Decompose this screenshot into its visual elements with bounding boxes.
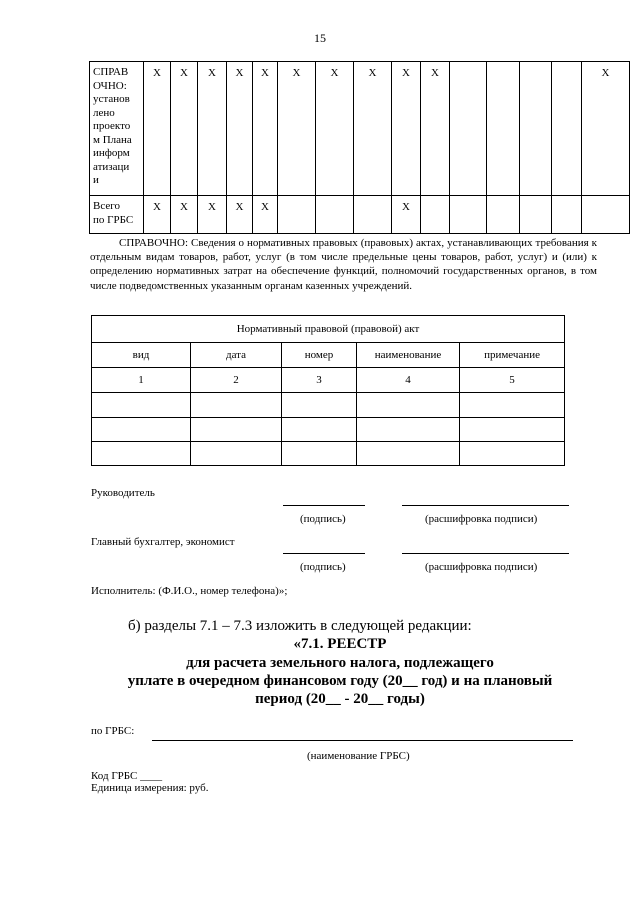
table-cell bbox=[278, 196, 316, 234]
table-cell: X bbox=[144, 196, 171, 234]
signature-caption: (подпись) bbox=[300, 513, 346, 525]
column-number: 2 bbox=[191, 368, 282, 393]
column-header: вид bbox=[92, 343, 191, 368]
table-cell: X bbox=[171, 62, 198, 196]
column-header: номер bbox=[282, 343, 357, 368]
acts-table-title: Нормативный правовой (правовой) акт bbox=[92, 316, 565, 343]
head-label: Руководитель bbox=[91, 487, 155, 499]
table-cell bbox=[354, 196, 392, 234]
grbs-code: Код ГРБС ____ bbox=[91, 770, 163, 782]
table-row bbox=[92, 343, 565, 368]
column-number: 3 bbox=[282, 368, 357, 393]
decode-caption: (расшифровка подписи) bbox=[425, 513, 538, 525]
column-header: наименование bbox=[357, 343, 460, 368]
unit-label: Единица измерения: руб. bbox=[91, 782, 209, 794]
table-row bbox=[92, 368, 565, 393]
executor-label: Исполнитель: (Ф.И.О., номер телефона)»; bbox=[91, 585, 288, 597]
table-cell bbox=[487, 196, 520, 234]
table-cell: X bbox=[227, 196, 253, 234]
normative-acts-table bbox=[91, 315, 565, 466]
table-cell: X bbox=[392, 62, 421, 196]
table-cell: X bbox=[354, 62, 392, 196]
table-cell bbox=[487, 62, 520, 196]
column-header: примечание bbox=[460, 343, 565, 368]
registry-subtitle: уплате в очередном финансовом году (20__ год) и на плановый bbox=[127, 673, 553, 689]
registry-subtitle: период (20__ - 20__ годы) bbox=[255, 691, 425, 707]
table-cell bbox=[316, 196, 354, 234]
registry-title: «7.1. РЕЕСТР bbox=[293, 636, 387, 652]
decode-caption: (расшифровка подписи) bbox=[425, 561, 538, 573]
head-decode-line bbox=[402, 505, 569, 506]
table-cell: X bbox=[198, 196, 227, 234]
table-row bbox=[90, 62, 630, 196]
table-cell bbox=[552, 196, 582, 234]
table-cell: X bbox=[421, 62, 450, 196]
accountant-signature-line bbox=[283, 553, 365, 554]
accountant-label: Главный бухгалтер, экономист bbox=[91, 536, 235, 548]
table-cell: X bbox=[144, 62, 171, 196]
column-number: 1 bbox=[92, 368, 191, 393]
table-cell: X bbox=[253, 62, 278, 196]
column-header: дата bbox=[191, 343, 282, 368]
table-row bbox=[92, 393, 565, 418]
row-label: СПРАВ ОЧНО: установ лено проекто м Плана информ атизаци и bbox=[90, 62, 144, 196]
table-cell bbox=[582, 196, 630, 234]
accountant-decode-line bbox=[402, 553, 569, 554]
column-number: 5 bbox=[460, 368, 565, 393]
registry-subtitle: для расчета земельного налога, подлежащего bbox=[186, 655, 494, 671]
table-cell: X bbox=[278, 62, 316, 196]
table-cell: X bbox=[253, 196, 278, 234]
table-cell: X bbox=[227, 62, 253, 196]
column-number: 4 bbox=[357, 368, 460, 393]
reference-paragraph: СПРАВОЧНО: Сведения о нормативных правовых (правовых) актах, устанавливающих требования к отдельным видам товаров, работ, услуг (в том числе предельные цены товаров, работ, услуг) и (или) к определению нормативных затрат на обеспечение функций, полномочий государственных органов, в том числе подведомственных указанным органам казенных учреждений. bbox=[90, 237, 597, 292]
table-cell: X bbox=[582, 62, 630, 196]
table-row bbox=[92, 316, 565, 343]
table-cell bbox=[520, 62, 552, 196]
table-cell bbox=[552, 62, 582, 196]
table-cell: X bbox=[316, 62, 354, 196]
grbs-label: по ГРБС: bbox=[91, 725, 135, 737]
grbs-caption: (наименование ГРБС) bbox=[307, 750, 410, 762]
table-row bbox=[92, 442, 565, 466]
table-cell bbox=[421, 196, 450, 234]
table-cell bbox=[450, 62, 487, 196]
signature-caption: (подпись) bbox=[300, 561, 346, 573]
table-row bbox=[90, 196, 630, 234]
amendment-intro: б) разделы 7.1 – 7.3 изложить в следующей редакции: bbox=[128, 618, 472, 634]
page-number: 15 bbox=[314, 31, 326, 45]
table-cell bbox=[450, 196, 487, 234]
row-label: Всего по ГРБС bbox=[90, 196, 144, 234]
head-signature-line bbox=[283, 505, 365, 506]
table-cell: X bbox=[198, 62, 227, 196]
table-cell: X bbox=[392, 196, 421, 234]
summary-table bbox=[89, 61, 630, 234]
table-cell bbox=[520, 196, 552, 234]
table-row bbox=[92, 418, 565, 442]
table-cell: X bbox=[171, 196, 198, 234]
grbs-line bbox=[152, 740, 573, 741]
